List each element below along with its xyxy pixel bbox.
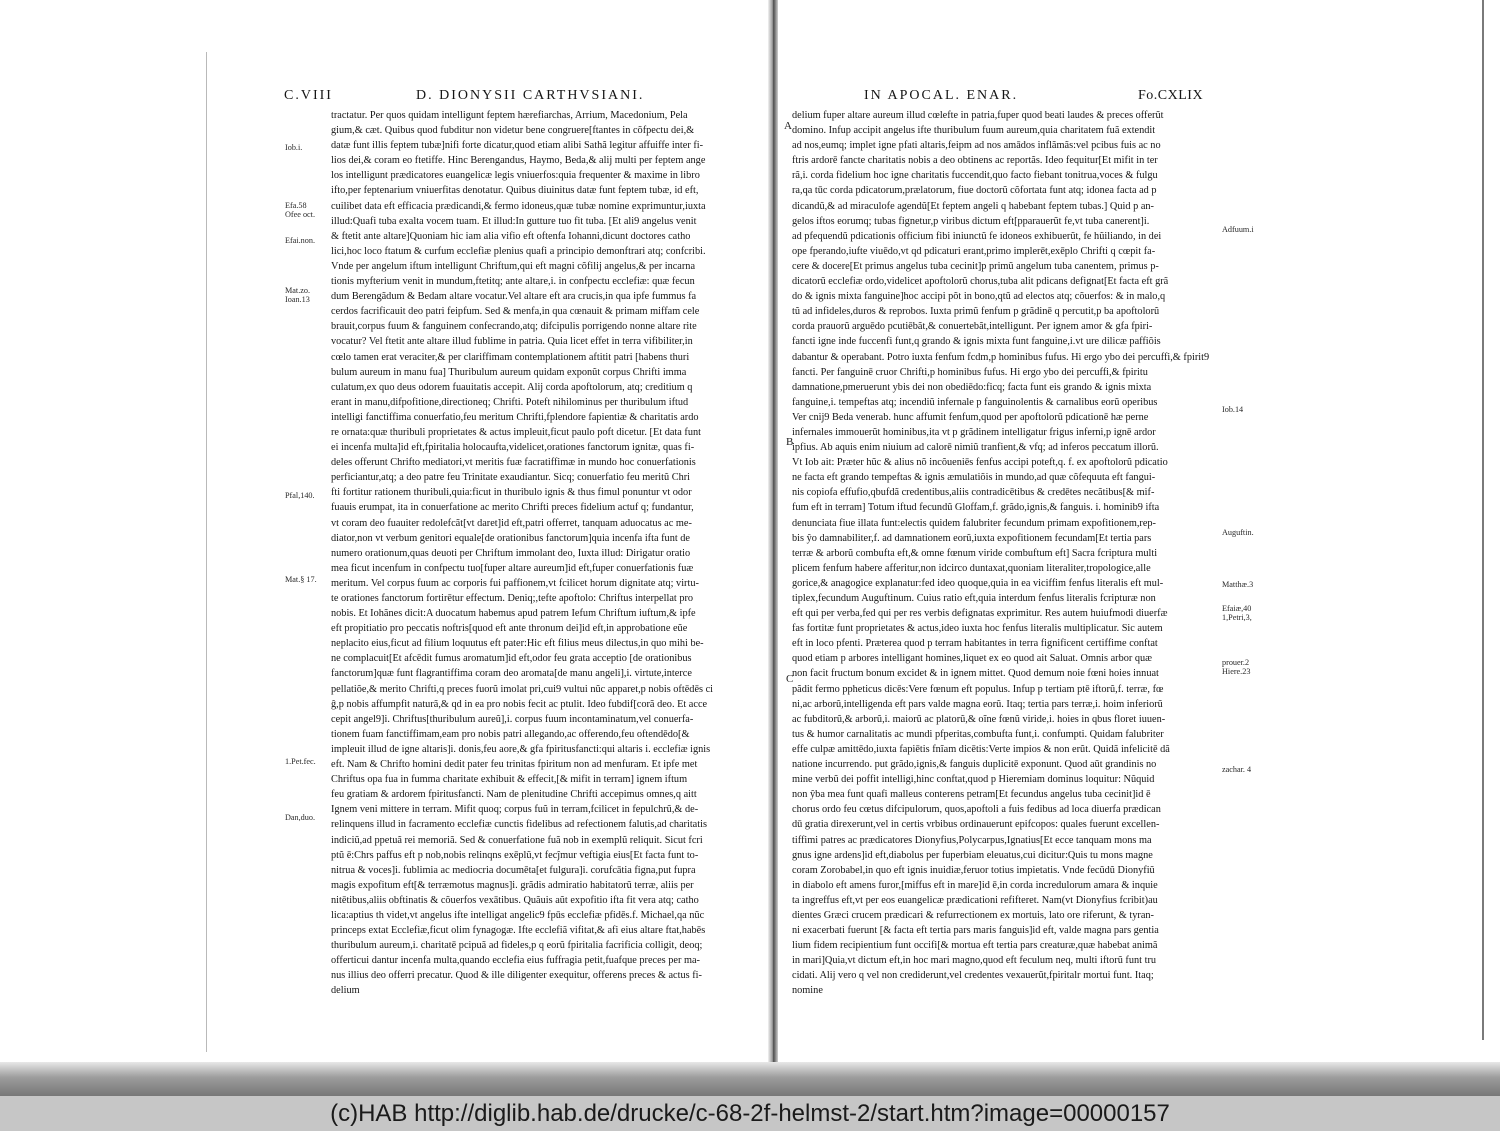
margin-note: Auguftin. xyxy=(1222,528,1254,537)
text-line: culatum,ex quo deus odorem fuauitatis accepit. Alij corda apoftolorum, atq; creditium q xyxy=(331,381,693,393)
margin-note: Efai.non. xyxy=(285,236,316,245)
text-line: cuilibet data eft efficacia prædicandi,& fermo idoneus,quæ tubæ nomine exprimuntur,iuxta xyxy=(331,200,706,212)
text-line: cere & docere[Et primus angelus tuba cecinit]p primũ angelum tuba canentem, primus p- xyxy=(792,260,1159,272)
text-line: denunciata fiue illata funt:electis quidem falubriter fecundum primam expofitionem,rep- xyxy=(792,517,1156,529)
text-line: ni,ac arborũ,intelligenda eft pars valde magna eorũ. Itaq; tertia pars terræ,i. hoim inferiorũ xyxy=(792,698,1163,710)
text-line: re ornata:quæ thuribuli proprietates & actus impleuit,ficut paulo poft dicetur. [Et data funt xyxy=(331,426,702,438)
text-line: nitētibus,aliis obftinatis & cõuerfos vexātibus. Quãuis aũt expofitio ifta fit vera atq; catho xyxy=(331,894,699,906)
text-line: nomine xyxy=(792,985,823,997)
text-line: fanctorum]quæ funt flagrantiffima coram deo aromata[de manu angeli],i. virtute,interce xyxy=(331,668,692,680)
text-line: non facit fructum bonum excidet & in ignem mittet. Quod demum noie fœni hoies innuat xyxy=(792,668,1159,680)
left-page-edge xyxy=(206,52,207,1052)
text-line: fancti igne inde fuccenfi funt,q grando & ignis mixta funt fanguine,i.vt ure dilicæ paffiõis xyxy=(792,336,1161,348)
text-line: ne facta eft grando tempeftas & ignis æmulatiõis in mundo,ad quæ cõfequuta eft fangui- xyxy=(792,472,1156,484)
margin-note: Efaiæ,40 1,Petri,3, xyxy=(1222,604,1252,622)
text-line: do & ignis mixta fanguine]hoc accipi põt in bono,qtũ ad electos atq; cõuerfos: & in malo,q xyxy=(792,291,1166,303)
text-line: vt coram deo fuauiter redolefcãt[vt daret]id eft,patri offerret, tanquam aduocatus ac me- xyxy=(331,517,692,529)
text-line: diator,non vt verbum genitori equale[de orationibus fanctorum]quia incenfa ifta funt de xyxy=(331,532,690,544)
text-line: cidati. Alij vero q vel non crediderunt,vel credentes vexauerũt,fpiritalr mortui funt. Itaq; xyxy=(792,970,1154,982)
text-line: ad pfequendũ pdicationis officium fibi iniunctũ fe idoneos exhibuerũt, fe hũiliando, in dei xyxy=(792,230,1162,242)
right-page-edge xyxy=(1482,0,1484,1040)
text-line: impleuit illud de igne altaris]i. donis,feu aore,& gfa fpiritusfancti:qui altaris i. ecclefiæ ignis xyxy=(331,743,711,755)
text-line: tionem fuam fanctiffimam,eam pro nobis patri allegando,ac offerendo,feu oftendēdo[& xyxy=(331,728,690,740)
text-line: plicem fenfum habere afferitur,non idcirco duntaxat,quoniam literaliter,tropologice,alle xyxy=(792,562,1151,574)
text-line: ac fubditorũ,& arborũ,i. maiorũ ac platorũ,& oĩne fœnũ viride,i. hoies in qbus floret iuuen- xyxy=(792,713,1166,725)
text-line: Ver cnij9 Beda venerab. hunc affumit fenfum,quod per apoftolorũ pdicationē hæ perne xyxy=(792,411,1149,423)
text-line: relinquens illud in facramento ecclefiæ cunctis fidelibus ad refectionem falutis,ad charitatis xyxy=(331,819,707,831)
text-line: gorice,& anagogice explanatur:fed ideo quoque,quia in ea viciffim fenfus literalis eft mul- xyxy=(792,577,1164,589)
text-line: dicatorũ ecclefiæ ordo,videlicet apoftolorũ chorus,tuba alit pdicans defignat[Et facta eft grã xyxy=(792,276,1169,288)
text-line: cœlo tamen erat veraciter,& per clariffimam contemplationem aftitit patri [habens thuri xyxy=(331,351,690,363)
text-line: deles offerunt Chrifto mediatori,vt meritis fuæ facratiffimæ in mundo hoc conuerfationis xyxy=(331,457,696,469)
margin-note: prouer.2 Hiere.23 xyxy=(1222,658,1251,676)
text-line: rã,i. corda fidelium hoc igne charitatis fuccendit,quo facto fiebant tonitrua,voces & fulgu xyxy=(792,170,1158,182)
text-line: eft. Nam & Chrifto homini dedit pater feu trinitas fpiritum non ad menfuram. Et ipfe met xyxy=(331,759,698,771)
text-line: Chriftus opa fua in fumma charitate exhibuit & effecit,[& mifit in terram] ignem iftum xyxy=(331,774,688,786)
section-letter: A xyxy=(784,120,792,132)
text-line: ei incenfa multa]id eft,fpiritalia holocaufta,videlicet,orationes fanctorum ignitæ, quas fi- xyxy=(331,442,695,454)
text-line: mea ficut incenfum in confpectu tuo[fuper altare aureum]id eft,fuper conuerfationis fuæ xyxy=(331,562,694,574)
text-line: eft qui per verba,fed qui per res verbis defignatas exprimitur. Res autem huiufmodi diuerfæ xyxy=(792,608,1168,620)
text-line: neplacito eius,ficut ad filium loquutus eft pater:Hic eft filius meus dilectus,in quo mihi be- xyxy=(331,638,704,650)
text-line: nobis. Et Iohãnes dicit:A duocatum habemus apud patrem Iefum Chriftum iuftum,& ipfe xyxy=(331,608,696,620)
margin-note: Dan,duo. xyxy=(285,813,316,822)
text-line: pellatiõe,& merito Chrifti,q preces fuorũ imolat pri,cui9 vultui nũc apparet,p nobis oftēdēs ci xyxy=(331,683,714,695)
text-line: thuribulum aureum,i. charitatē pcipuã ad fideles,p q eorũ fpiritalia facrificia colligit, deoq; xyxy=(331,940,703,952)
text-line: fum eft in terram] Totum iftud fecundũ Gloffam,f. grãdo,ignis,& fanguis. i. hominib9 ifta xyxy=(792,502,1160,514)
text-line: intelligi fanctiffima conuerfatio,feu meritum Chrifti,fplendore fapientiæ & charitatis ardo xyxy=(331,411,699,423)
margin-note: Adfuum.i xyxy=(1222,225,1254,234)
text-line: ope fperando,iufte viuēdo,vt qd pdicaturi erant,primo implerēt,exēplo Chrifti q cœpit fa- xyxy=(792,245,1156,257)
text-line: ad nos,eumq; implet igne pfati altaris,feipm ad nos amādos inflãmãs:vel pcibus fuis ac no xyxy=(792,140,1161,152)
right-text-column xyxy=(792,108,1212,999)
text-line: chorus ordo feu cœtus difcipulorum, quos,apoftoli a fuis fedibus ad loca diuerfa prædican xyxy=(792,804,1161,816)
text-line: corda prauorũ arguēdo pcutiēbãt,& conuertebãt,intelligunt. Per ignem amor & gfa fpiri- xyxy=(792,321,1153,333)
text-line: tionis myfterium venit in mundum,ftetitq; ante altare,i. in confpectu ecclefiæ: quæ fecun xyxy=(331,276,695,288)
text-line: dicandũ,& ad miraculofe agendũ[Et feptem angeli q habebant feptem tubas.] Quid p an- xyxy=(792,200,1154,212)
book-gutter xyxy=(768,0,778,1073)
text-line: gnus igne ardens]id eft,diabolus per fuperbiam eleuatus,cui dicitur:Quis tu mons magne xyxy=(792,849,1153,861)
text-line: lios dei,& coram eo ftetiffe. Hinc Berengandus, Haymo, Beda,& alij multi per feptem ange xyxy=(331,155,706,167)
text-line: dum Berengãdum & Bedam altare vocatur.Vel altare eft ara crucis,in qua ipfe fummus fa xyxy=(331,291,697,303)
text-line: gium,& cæt. Quibus quod fubditur non videtur bene congruere[ftantes in cõfpectu dei,& xyxy=(331,125,695,137)
text-line: Vnde per angelum iftum intelligunt Chriftum,qui eft magni cõfilij angelus,& per incarna xyxy=(331,260,696,272)
left-folio: C.VIII xyxy=(284,88,333,103)
text-line: fas fortitæ funt proprietates & actus,ideo iuxta hoc fenfus literalis multiplicatur. Sic autem xyxy=(792,623,1163,635)
text-line: tiplex,fecundum Auguftinum. Cuius ratio eft,quia interdum fenfus literalis fcripturæ non xyxy=(792,593,1156,604)
text-line: ipfius. Ab aquis enim niuium ad calorē nimiũ tranfient,& vfq; ad inferos peccatum illorũ. xyxy=(792,442,1159,454)
text-line: los intelligunt prædicatores euangelicæ legis vniuerfos:quia frequenter & maxime in libro xyxy=(331,170,700,182)
text-line: in diabolo eft amens furor,[miffus eft in mare]id ē,in corda incredulorum amara & inquie xyxy=(792,879,1158,891)
text-line: datæ funt illis feptem tubæ]nifi forte dicatur,quod etiam alibi Sathã legitur affuiffe inter fi- xyxy=(331,140,704,152)
section-letter: B xyxy=(786,436,794,448)
text-line: effe culpæ amittēdo,iuxta fapiētis fnĩam dicētis:Verte impios & non erũt. Quidã infelicitē dã xyxy=(792,743,1170,755)
text-line: princeps extat Ecclefiæ,ficut olim fynagogæ. Ifte ecclefiã vifitat,& afi eius altare ftat,habēs xyxy=(331,925,706,937)
margin-note: Iob.14 xyxy=(1222,405,1244,414)
text-line: ta ingreffus eft,vt per eos euangelicæ prædicationi refifteret. Nam(vt Dionyfius fcribit)au xyxy=(792,894,1158,906)
text-line: lica:aptius th videt,vt angelus ifte intelligat angelic9 fpūs ecclefiæ pfidēs.f. Michael,qa nũc xyxy=(331,909,705,921)
right-running-head: IN APOCAL. ENAR. xyxy=(864,88,1019,103)
text-line: non ŷba mea funt quafi malleus conterens petram[Et fecundus angelus tuba cecinit]id ē xyxy=(792,789,1151,801)
text-line: tũ ad infideles,duros & reprobos. Iuxta primũ fenfum p grãdinē q percutit,p ba apoftolorũ xyxy=(792,306,1160,318)
margin-note: Mat.zo. Ioan.13 xyxy=(285,286,311,304)
text-line: ftris ardorē fancte charitatis nobis a deo obtinens ac reportãs. Ideo fequitur[Et mifit in ter xyxy=(792,155,1158,167)
text-line: quod etiam p arbores intelligant homines,liquet ex eo quod ait Saluat. Omnis arbor quæ xyxy=(792,653,1153,665)
text-line: fti fortitur rationem thuribuli,quia:ficut in thuribulo ignis & thus fimul ponuntur vt odor xyxy=(331,487,692,499)
margin-note: zachar. 4 xyxy=(1222,765,1252,774)
text-line: natione incurrendo. put grãdo,ignis,& fanguis duplicitē exponunt. Quod aũt grandinis no xyxy=(792,759,1157,771)
section-letter: C xyxy=(786,673,794,685)
margin-note: Efa.58 Ofee oct. xyxy=(285,201,316,219)
scan-edge xyxy=(0,1062,1500,1096)
text-line: lium fidem recipientium funt occifi[& mortua eft tertia pars creaturæ,quæ habebat animã xyxy=(792,940,1158,952)
text-line: bis ŷo damnabiliter,f. ad damnationem eorũ,iuxta expofitionem fecundam[Et tertia pars xyxy=(792,532,1152,544)
text-line: dientes Græci crucem prædicari & refurrectionem ex mortuis, lato ore riferunt, & tyran- xyxy=(792,909,1154,921)
text-line: lici,hoc loco ftatum & curfum ecclefiæ plenius quafi a principio demonftrari atq; confcribi. xyxy=(331,245,706,257)
text-line: feu gratiam & ardorem fpiritusfancti. Nam de plenitudine Chrifti accepimus omnes,q aitt xyxy=(331,789,697,801)
left-running-head: D. DIONYSII CARTHVSIANI. xyxy=(416,88,645,103)
text-line: eft in loco pfenti. Præterea quod p terram habitantes in terra fignificent certiffime conftat xyxy=(792,638,1158,650)
text-line: fanguine,i. tempeftas atq; incendiũ infernale p fanguinolentis & carnalibus eorũ operibus xyxy=(792,396,1158,408)
text-line: gelos iftos eorumq; tubas fignetur,p viribus dictum eft[pparauerũt fe,vt tuba canerent]i. xyxy=(792,215,1150,227)
text-line: brauit,corpus fuum & fanguinem confecrando,atq; difcipulis porrigendo nonne altare rite xyxy=(331,321,697,333)
text-line: cepit angel9]i. Chriftus[thuribulum aureũ],i. corpus fuum incontaminatum,vel conuerfa- xyxy=(331,713,694,725)
text-line: nitrua & voces]i. fublimia ac mediocria documēta[et fulgura]i. corufcātia figna,put fupra xyxy=(331,864,696,876)
text-line: vocatur? Vel ftetit ante altare illud fublime in patria. Quia licet effet in terra vifibiliter,in xyxy=(331,336,693,348)
right-folio: Fo.CXLIX xyxy=(1138,88,1204,103)
text-line: mine verbũ dei poffit intelligi,hinc conftat,quod p Hieremiam dominus loquitur: Nũquid xyxy=(792,774,1155,786)
margin-note: Pfal,140. xyxy=(285,491,315,500)
text-line: tus & humor carnalitatis ac mundi pfperitas,combufta funt,i. confumpti. Quidam falubriter xyxy=(792,728,1164,740)
footer-credit: (c)HAB http://diglib.hab.de/drucke/c-68-2f-helmst-2/start.htm?image=00000157 xyxy=(0,1096,1500,1131)
text-line: coram Zorobabel,in quo eft ignis inuidiæ,feruor totius impietatis. Vnde fecũdũ Dionyfiũ xyxy=(792,864,1155,876)
margin-note: Mat.§ 17. xyxy=(285,575,317,584)
text-line: fancti. Per fanguinē cruor Chrifti,p hominibus fufus. Hi ergo ybo dei percuffi,& fpiritu xyxy=(792,366,1148,378)
text-line: fuauis erumpat, ita in conuerfatione ac merito Chrifti preces fidelium actuf q; fundantur, xyxy=(331,502,694,514)
text-line: offerticui dantur incenfa multa,quando ecclefia eius fuffragia petit,fuafque preces per ma- xyxy=(331,955,700,967)
text-line: terræ & arborũ combufta eft,& omne fœnum viride combuftum eft] Sacra fcriptura multi xyxy=(792,547,1158,559)
left-text-column xyxy=(331,108,745,999)
text-line: bulum aureum in manu fua] Thuribulum aureum quidam exponũt corpus Chrifti imma xyxy=(331,366,687,378)
margin-note: Iob.i. xyxy=(285,143,303,152)
text-line: dū gratia direxerunt,vel in certis vrbibus ordinauerunt epifcopos: quales fuerunt excellen- xyxy=(792,819,1160,831)
text-line: ptũ ē:Chrs paffus eft p nob,nobis relinqns exēplũ,vt fecĵmur veftigia eius[Et facta funt to- xyxy=(331,849,699,861)
text-line: erant in manu,difpofitione,directioneq; Chrifti. Poteft nihilominus per thuribulum iftud xyxy=(331,396,689,408)
text-line: ĝ,p nobis affumpfit naturã,& qd in ea pro nobis fecit ac ptulit. Ideo fubdif[corã deo. Et acce xyxy=(331,698,708,710)
text-line: te orationes fanctorum fortirētur effectum. Deniq;,tefte apoftolo: Chriftus interpellat pro xyxy=(331,593,694,604)
text-line: tiffimi patres ac prædicatores Dionyfius,Polycarpus,Ignatius[Et ecce tanquam mons ma xyxy=(792,834,1152,846)
text-line: pãdit fermo ppheticus dicēs:Vere fœnum eft populus. Infup p tertiam ptē iftorũ,f. terræ, fœ xyxy=(792,683,1164,695)
text-line: delium fuper altare aureum illud cœlefte in patria,fuper quod beati laudes & preces offerũt xyxy=(792,110,1164,121)
text-line: & ftetit ante altare]Quoniam hic iam alia vifio eft oftenfa Iohanni,dicunt doctores catho xyxy=(331,230,691,242)
text-line: illud:Quafi tuba exalta vocem tuam. Et illud:In gutture tuo fit tuba. [Et ali9 angelus venit xyxy=(331,215,697,227)
text-line: dabantur & operabant. Potro iuxta fenfum fcdm,p hominibus fufus. Hi ergo ybo dei percuffi,& fpirit9 xyxy=(792,351,1210,363)
text-line: ra,qa tūc corda pdicatorum,prælatorum, fiue doctorũ cõfortata funt atq; idonea facta ad p xyxy=(792,185,1157,197)
text-line: damnatione,pmeruerunt ybis dei non obediēdo:ficq; facta funt eis grando & ignis mixta xyxy=(792,381,1152,393)
text-line: nis copiofa effufio,qbufdã credentibus,aliis contradicētibus & credētes necãtibus[& mif- xyxy=(792,487,1155,499)
margin-note: Matthæ.3 xyxy=(1222,580,1254,589)
text-line: nus illius deo offerri precatur. Quod & ille diligenter exequitur, offerens preces & actus fi- xyxy=(331,970,702,982)
text-line: infernales immouerũt hominibus,ita vt p grãdinem intelligatur frigus inferni,p ignē ardor xyxy=(792,426,1156,438)
text-line: domino. Infup accipit angelus ifte thuribulum fuum aureum,quia charitatem fuã extendit xyxy=(792,125,1156,137)
text-line: numero orationum,quas deuoti per Chriftum immolant deo, Iuxta illud: Dirigatur oratio xyxy=(331,547,691,559)
text-line: in mari]Quia,vt dictum eft,in hoc mari magno,quod eft feculum neq, multi iftorũ funt tru xyxy=(792,955,1157,967)
text-line: ifto,per feptenarium vniuerfitas denotatur. Quibus diuinitus datæ funt feptem tubæ, id eft, xyxy=(331,185,699,197)
text-line: eft propitiatio pro peccatis noftris[quod eft ante thronum dei]id eft,in approbatione eŭe xyxy=(331,623,688,635)
text-line: Ignem veni mittere in terram. Mifit quoq; corpus fuũ in terram,fcilicet in fepulchrũ,& de- xyxy=(331,804,699,816)
text-line: perficiantur,atq; a deo patre feu Trinitate exaudiantur. Sicq; conuerfatio feu meritũ Chri xyxy=(331,472,691,484)
text-line: ni exacerbati fuerunt [& facta eft tertia pars maris fanguis]id eft, valde magna pars gentia xyxy=(792,925,1159,937)
text-line: cerdos facrificauit deo patri feipfum. Sed & menfa,in qua cœnauit & primam miffam cele xyxy=(331,306,700,318)
text-line: Vt Iob ait: Præter hũc & alius nõ incõueniēs fenfus accipi poteft,q. f. ex apoftolorũ pdicatio xyxy=(792,457,1168,469)
margin-note: 1.Pet.fec. xyxy=(285,757,316,766)
text-line: ne complacuit[Et afcēdit fumus aromatum]id eft,odor feu grata acceptio [de orationibus xyxy=(331,653,692,665)
text-line: magis expofitum eft[& terræmotus magnus]i. grãdis admiratio habitatorũ terræ, aliis per xyxy=(331,879,694,891)
text-line: indiciũ,ad ppetuã rei memoriã. Sed & conuerfatione fuã nob in exemplũ reliquit. Sicut fcri xyxy=(331,834,703,846)
text-line: meritum. Vel corpus fuum ac corporis fui paffionem,vt fcilicet horum dignitate atq; virtu- xyxy=(331,577,699,589)
text-line: delium xyxy=(331,985,360,997)
text-line: tractatur. Per quos quidam intelligunt feptem hærefiarchas, Arrium, Macedonium, Pela xyxy=(331,110,688,121)
